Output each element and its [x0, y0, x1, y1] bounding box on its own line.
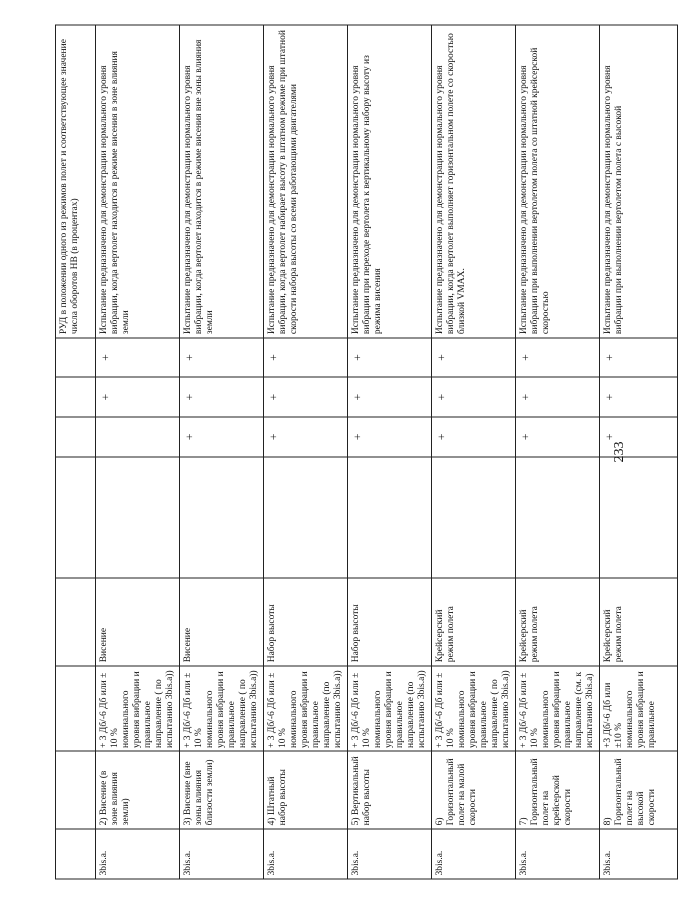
cell-code: 3bis.a. — [264, 829, 348, 879]
cell-code: 3bis.a. — [348, 829, 432, 879]
cell-plus: + — [264, 338, 348, 378]
cell-plus: + — [348, 377, 432, 417]
cell-empty — [516, 457, 600, 578]
cell-description: Испытание предназначено для демонстрации нормального уровня вибрации при переходе вертолета к вертикальному набору высоту из режима висения — [348, 25, 432, 338]
cell-mode: Набор высоты — [348, 578, 432, 666]
cell-name: 8) Горизонтальный полет на высокой скорости — [600, 751, 678, 828]
table-row — [264, 25, 348, 879]
cell-plus: + — [600, 338, 678, 378]
cell-empty — [56, 829, 96, 879]
table-row — [516, 25, 600, 879]
cell-name: 4) Штатный набор высоты — [264, 751, 348, 828]
cell-empty — [56, 666, 96, 752]
cell-description: РУД в положении одного из режимов полет и соответствующее значение числа оборотов НВ (в процентах) — [56, 25, 96, 338]
cell-name: 3) Висение (вне зоны влияния близости земли) — [180, 751, 264, 828]
cell-empty — [264, 457, 348, 578]
cell-empty — [180, 457, 264, 578]
cell-mode: Крейсерский режим полета — [516, 578, 600, 666]
cell-empty — [600, 457, 678, 578]
cell-empty — [56, 377, 96, 417]
cell-plus: + — [264, 377, 348, 417]
cell-empty — [56, 578, 96, 666]
cell-code: 3bis.a. — [180, 829, 264, 879]
cell-tolerance: + 3 Дб/-6 Дб или ± 10 % номинального уровня вибрации и правильное направление (по испытанию 3bis.a)) — [348, 666, 432, 752]
table-row — [180, 25, 264, 879]
table-row — [432, 25, 516, 879]
cell-plus: + — [348, 338, 432, 378]
cell-plus: + — [264, 417, 348, 457]
table-row — [96, 25, 180, 879]
cell-empty — [56, 751, 96, 828]
cell-empty — [56, 338, 96, 378]
cell-plus: + — [516, 377, 600, 417]
cell-empty — [56, 417, 96, 457]
cell-plus: + — [348, 417, 432, 457]
cell-code: 3bis.a. — [96, 829, 180, 879]
cell-empty — [432, 457, 516, 578]
cell-plus: + — [180, 377, 264, 417]
cell-empty — [348, 457, 432, 578]
cell-name: 5) Вертикальный набор высоты — [348, 751, 432, 828]
cell-empty — [96, 457, 180, 578]
cell-code: 3bis.a. — [600, 829, 678, 879]
page-number: 233 — [612, 441, 627, 463]
cell-plus: + — [96, 338, 180, 378]
cell-description: Испытание предназначено для демонстрации нормального уровня вибрации, когда вертолет находится в режиме висения в зоне влияния земли — [96, 25, 180, 338]
cell-mode: Висение — [180, 578, 264, 666]
cell-plus: + — [432, 338, 516, 378]
cell-name: 6) Горизонтальный полет на малой скорости — [432, 751, 516, 828]
cell-plus: + — [600, 377, 678, 417]
cell-code: 3bis.a. — [432, 829, 516, 879]
cell-tolerance: + 3 Дб/-6 Дб или ± 10 % номинального уровня вибрации и правильное направление (по испытанию 3bis.a)) — [264, 666, 348, 752]
cell-tolerance: + 3 Дб/-6 Дб или ± 10 % номинального уровня вибрации и правильное направление ( по испытанию 3bis.a)) — [180, 666, 264, 752]
cell-plus: + — [432, 377, 516, 417]
cell-mode: Набор высоты — [264, 578, 348, 666]
cell-code: 3bis.a. — [516, 829, 600, 879]
cell-description: Испытание предназначено для демонстрации нормального уровня вибрации, когда вертолет выполняет горизонтальном полете со скоростью близкой VMAX. — [432, 25, 516, 338]
cell-description: Испытание предназначено для демонстрации нормального уровня вибрации, когда вертолет набирает высоту в штатном режиме при штатной скорости набора высоты со всеми работающими двигателями — [264, 25, 348, 338]
table-row-header — [56, 25, 96, 879]
cell-plus: + — [516, 338, 600, 378]
cell-plus: + — [180, 417, 264, 457]
cell-description: Испытание предназначено для демонстрации нормального уровня вибрации, когда вертолет находится в режиме висения вне зоны влияния земли — [180, 25, 264, 338]
requirements-table — [55, 25, 678, 880]
cell-description: Испытание предназначено для демонстрации нормального уровня вибрации при выполнении вертолетом полета с высокой — [600, 25, 678, 338]
cell-plus: + — [432, 417, 516, 457]
cell-tolerance: + 3 Дб/-6 Дб или ± 10 % номинального уровня вибрации и правильное направление (см. к испытанию 3bis.a) — [516, 666, 600, 752]
table-row — [348, 25, 432, 879]
cell-tolerance: + 3 Дб/-6 Дб или ± 10 % номинального уровня вибрации и правильное направление ( по испытанию 3bis.a)) — [96, 666, 180, 752]
cell-mode: Крейсерский режим полета — [600, 578, 678, 666]
cell-mode: Крейсерский режим полета — [432, 578, 516, 666]
cell-plus: + — [516, 417, 600, 457]
cell-mode: Висение — [96, 578, 180, 666]
cell-empty — [56, 457, 96, 578]
cell-tolerance: +3 Дб/-6 Дб или ±10 % номинального уровня вибрации и правильное — [600, 666, 678, 752]
cell-description: Испытание предназначено для демонстрации нормального уровня вибрации при выполнении вертолетом полета со штатной крейсерской скоростью — [516, 25, 600, 338]
cell-name: 7) Горизонтальный полет на крейсерской скорости — [516, 751, 600, 828]
cell-plus: + — [600, 417, 678, 457]
cell-tolerance: + 3 Дб/-6 Дб или ± 10 % номинального уровня вибрации и правильное направление ( по испытанию 3bis.a)) — [432, 666, 516, 752]
table-row — [600, 25, 678, 879]
cell-plus: + — [180, 338, 264, 378]
cell-plus — [96, 417, 180, 457]
cell-name: 2) Висение (в зоне влияния земли) — [96, 751, 180, 828]
cell-plus: + — [96, 377, 180, 417]
